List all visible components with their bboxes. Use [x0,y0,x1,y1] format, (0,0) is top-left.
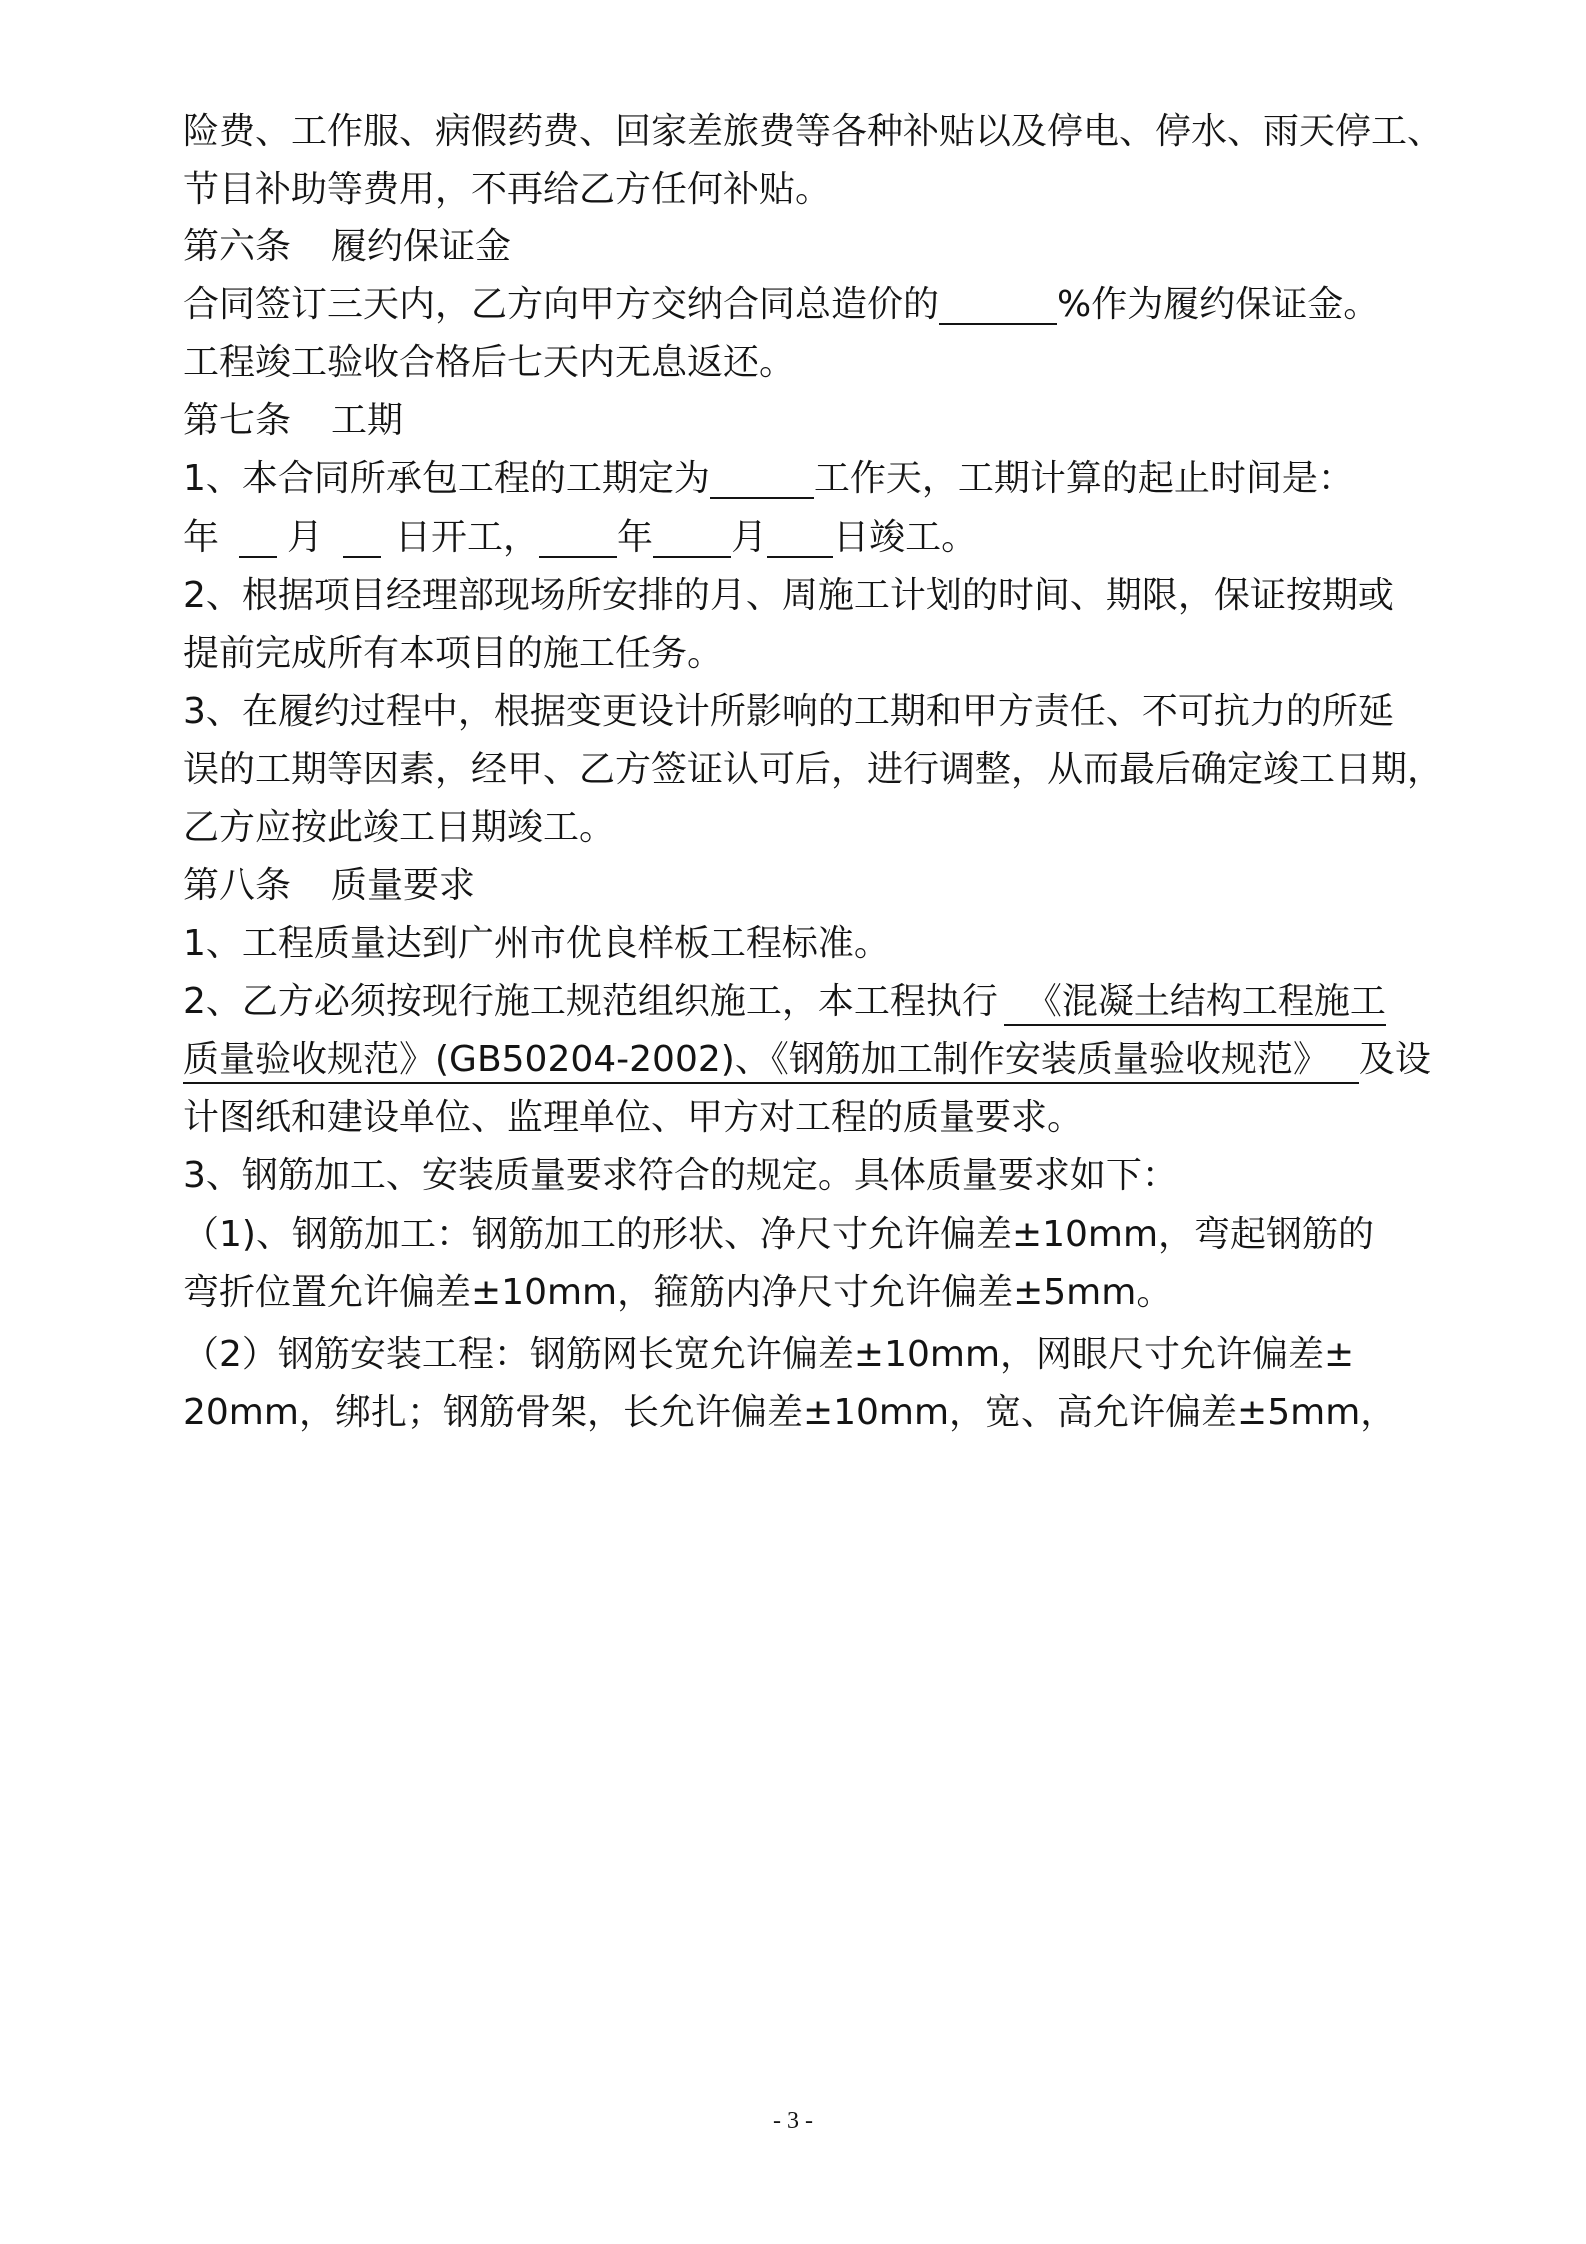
article-7-heading [183,395,403,447]
article-6-heading [183,221,511,273]
text-segment: 年 [183,517,220,558]
text-line: 弯折位置允许偏差±10mm，箍筋内净尺寸允许偏差±5mm。 [183,1272,1173,1313]
text-line: 计图纸和建设单位、监理单位、甲方对工程的质量要求。 [183,1097,1084,1138]
text-line: 工程竣工验收合格后七天内无息返还。 [183,342,796,383]
blank-field [343,518,381,558]
blank-field [539,518,617,558]
text-segment: 日开工， [395,517,540,558]
text-segment: 合同签订三天内，乙方向甲方交纳合同总造价的 [183,284,940,325]
text-line: 误的工期等因素，经甲、乙方签证认可后，进行调整，从而最后确定竣工日期， [183,749,1444,790]
date-line [183,512,977,564]
blank-field [239,518,277,558]
article-title: 工期 [331,400,404,441]
text-line [183,453,1354,505]
text-line [183,279,1379,331]
blank-field [767,518,833,558]
blank-field [653,518,731,558]
text-line: 3、钢筋加工、安装质量要求符合的规定。具体质量要求如下： [183,1155,1178,1196]
article-number: 第七条 [183,400,292,441]
text-segment: 及设 [1358,1039,1431,1080]
text-line: 3、在履约过程中，根据变更设计所影响的工期和甲方责任、不可抗力的所延 [183,691,1394,732]
text-segment: 工作天，工期计算的起止时间是： [813,458,1354,499]
page-number: - 3 - [773,2108,813,2134]
underlined-text: 质量验收规范》(GB50204-2002)、《钢筋加工制作安装质量验收规范》 [183,1039,1359,1084]
article-number: 第八条 [183,865,292,906]
text-segment: 年 [617,517,654,558]
article-number: 第六条 [183,226,292,267]
text-line: 险费、工作服、病假药费、回家差旅费等各种补贴以及停电、停水、雨天停工、 [183,111,1444,152]
blank-field [710,459,814,499]
text-line: 20mm，绑扎；钢筋骨架，长允许偏差±10mm，宽、高允许偏差±5mm， [183,1392,1397,1433]
text-line: （1)、钢筋加工：钢筋加工的形状、净尺寸允许偏差±10mm，弯起钢筋的 [183,1214,1375,1255]
text-segment: %作为履约保证金。 [1057,284,1380,325]
text-line: （2）钢筋安装工程：钢筋网长宽允许偏差±10mm，网眼尺寸允许偏差± [183,1334,1355,1375]
text-segment: 1、本合同所承包工程的工期定为 [183,458,710,499]
article-title: 质量要求 [331,865,476,906]
text-segment: 月 [731,517,768,558]
text-line: 2、根据项目经理部现场所安排的月、周施工计划的时间、期限，保证按期或 [183,575,1394,616]
text-segment: 日竣工。 [833,517,978,558]
text-line [183,976,1386,1028]
article-title: 履约保证金 [331,226,512,267]
text-line [183,1034,1431,1086]
text-segment: 月 [287,517,324,558]
text-line: 节目补助等费用，不再给乙方任何补贴。 [183,169,832,210]
blank-field [939,285,1057,325]
text-segment: 2、乙方必须按现行施工规范组织施工，本工程执行 [183,981,998,1022]
underlined-text: 《混凝土结构工程施工 [1004,981,1386,1026]
text-line: 1、工程质量达到广州市优良样板工程标准。 [183,923,890,964]
text-line: 提前完成所有本项目的施工任务。 [183,633,724,674]
article-8-heading [183,860,475,912]
text-line: 乙方应按此竣工日期竣工。 [183,807,616,848]
